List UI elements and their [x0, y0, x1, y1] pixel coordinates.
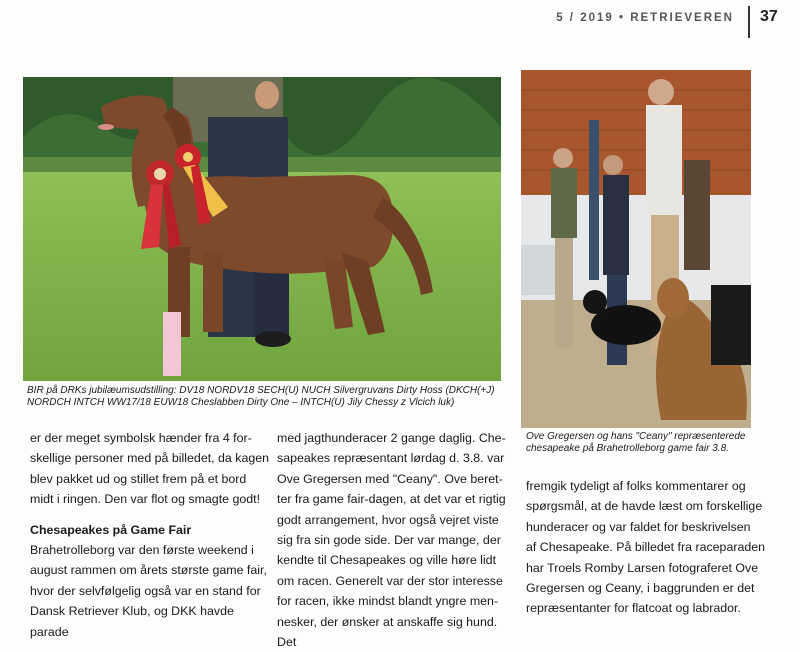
col3-line: repræsentanter for flatcoat og labrador.: [526, 601, 741, 616]
caption-left-line-1: BIR på DRKs jubilæumsudstilling: DV18 NORDV18 SECH(U) NUCH Silvergruvans Dirty Hoss (DKCH(+J): [27, 385, 495, 396]
col2-line: kendte til Chesapeakes og ville høre lidt: [277, 553, 497, 568]
col3-line: fremgik tydeligt af folks kommentarer og: [526, 479, 746, 493]
text-column-3: [526, 476, 776, 619]
text-column-1: [30, 428, 270, 642]
caption-right-line-2: chesapeake på Brahetrolleborg game fair 3.8.: [526, 443, 729, 454]
col1-line: blev pakket ud og stillet frem på et bord: [30, 471, 247, 486]
col2-line: med jagthunderacer 2 gange daglig. Che-: [277, 431, 506, 445]
col1-line: skellige personer med på billedet, da kagen: [30, 451, 270, 466]
col2-line: godt arrangement, hvor også vejret viste: [277, 512, 499, 527]
caption-right-line-1: Ove Gregersen og hans "Ceany" repræsenterede: [526, 431, 746, 442]
photo-game-fair: [521, 70, 751, 428]
caption-left-line-2: NORDCH INTCH WW17/18 EUW18 Cheslabben Dirty One – INTCH(U) Jily Chessy z Vlcich luk): [27, 397, 455, 408]
section-subheading: Chesapeakes på Game Fair: [30, 522, 192, 537]
page-number: 37: [760, 8, 778, 25]
photo-show-dog: [23, 77, 501, 381]
col1-line: midt i ringen. Den var flot og smagte godt!: [30, 492, 261, 507]
col3-line: hunderacer og var faldet for beskrivelsen: [526, 519, 751, 534]
col1-line: august rammen om årets største game fair,: [30, 563, 267, 578]
col3-line: Gregersen og Ceany, i baggrunden er det: [526, 581, 755, 596]
col3-line: har Troels Romby Larsen fotograferet Ove: [526, 560, 759, 575]
col2-line: ter fra game fair-dagen, at det var et rigtig: [277, 492, 506, 507]
col2-line: sig fra sin gode side. Der var mange, der: [277, 533, 501, 548]
col3-line: spørgsmål, at de havde læst om forskellige: [526, 499, 763, 514]
col3-line: af Chesapeake. På billedet fra raceparaden: [526, 540, 766, 555]
caption-left-photo: [27, 385, 507, 409]
text-column-2: [277, 428, 515, 652]
col1-line: er der meget symbolsk hænder fra 4 for-: [30, 431, 252, 445]
col2-line: sapeakes repræsentant lørdag d. 3.8. var: [277, 451, 505, 466]
page-header: [0, 6, 800, 36]
col2-line: om racen. Generelt var der stor interesse: [277, 573, 503, 588]
caption-right-photo: [526, 431, 796, 455]
header-divider: [748, 6, 750, 38]
col1-line: Dansk Retriever Klub, og DKK havde parade: [30, 604, 234, 639]
col2-line: Ove Gregersen med "Ceany". Ove beret-: [277, 471, 503, 486]
running-header: 5 / 2019 • RETRIEVEREN: [556, 12, 734, 24]
col1-line: Brahetrolleborg var den første weekend i: [30, 543, 254, 558]
col1-line: hvor der selvfølgelig også var en stand for: [30, 583, 261, 598]
col2-line: for racen, ikke mindst blandt yngre men-: [277, 594, 499, 609]
col2-line: nesker, der ønsker at anskaffe sig hund. Det: [277, 614, 498, 650]
